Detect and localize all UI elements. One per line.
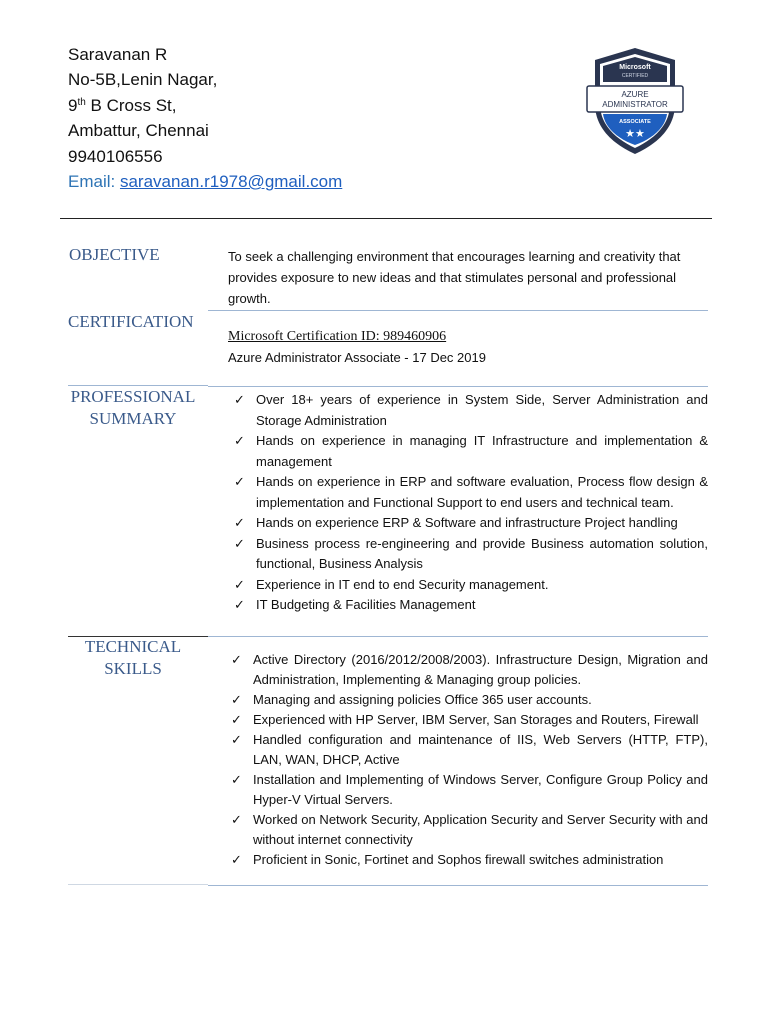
list-item: ✓ Managing and assigning policies Office 365 user accounts. xyxy=(253,690,708,710)
email-label: Email: xyxy=(68,172,120,191)
list-item: ✓ Experienced with HP Server, IBM Server, San Storages and Routers, Firewall xyxy=(253,710,708,730)
azure-administrator-badge xyxy=(585,46,685,156)
check-icon: ✓ xyxy=(234,433,245,448)
check-icon: ✓ xyxy=(234,515,245,530)
objective-title: OBJECTIVE xyxy=(69,245,160,264)
svg-text:ADMINISTRATOR: ADMINISTRATOR xyxy=(602,100,668,109)
certification-id: Microsoft Certification ID: 989460906 xyxy=(228,329,447,344)
list-item: ✓ Worked on Network Security, Application Security and Server Security with and without internet connectivity xyxy=(231,812,708,847)
list-item: ✓ Proficient in Sonic, Fortinet and Sophos firewall switches administration xyxy=(253,850,708,870)
certification-separator xyxy=(208,386,708,387)
list-item: ✓ IT Budgeting & Facilities Management xyxy=(256,595,708,616)
svg-text:ASSOCIATE: ASSOCIATE xyxy=(619,119,651,125)
check-icon: ✓ xyxy=(231,812,242,827)
header-divider xyxy=(60,218,712,219)
skills-list xyxy=(231,650,708,870)
list-item: ✓ Handled configuration and maintenance of IIS, Web Servers (HTTP, FTP), LAN, WAN, DHCP, Active xyxy=(231,732,708,767)
candidate-name: Saravanan R xyxy=(68,45,168,64)
email-link[interactable]: saravanan.r1978@gmail.com xyxy=(119,172,343,191)
objective-text: To seek a challenging environment that encourages learning and creativity that provides exposure to new ideas and that stimulates personal and professional growth. xyxy=(228,249,681,306)
svg-text:Microsoft: Microsoft xyxy=(619,64,651,71)
check-icon: ✓ xyxy=(234,535,245,551)
check-icon: ✓ xyxy=(234,576,245,592)
svg-text:★★: ★★ xyxy=(625,127,645,140)
list-item: ✓ Experience in IT end to end Security management. xyxy=(256,575,708,596)
list-item: ✓ Over 18+ years of experience in System Side, Server Administration and Storage Administration xyxy=(234,392,708,428)
check-icon: ✓ xyxy=(234,392,245,407)
check-icon: ✓ xyxy=(231,852,242,867)
skills-separator xyxy=(208,885,708,886)
svg-text:CERTIFIED: CERTIFIED xyxy=(621,73,649,79)
check-icon: ✓ xyxy=(231,712,242,727)
check-icon: ✓ xyxy=(234,474,245,489)
address-line-1: No-5B,Lenin Nagar, xyxy=(68,70,218,89)
svg-text:AZURE: AZURE xyxy=(621,90,649,99)
skills-title: TECHNICAL SKILLS xyxy=(84,637,182,678)
certification-title: CERTIFICATION xyxy=(68,312,194,331)
check-icon: ✓ xyxy=(231,692,242,707)
skills-separator-left xyxy=(68,884,208,885)
check-icon: ✓ xyxy=(231,732,242,747)
list-item: ✓ Business process re-engineering and provide Business automation solution, functional, Business Analysis xyxy=(234,535,708,571)
check-icon: ✓ xyxy=(234,597,245,612)
summary-title: PROFESSIONAL SUMMARY xyxy=(70,387,196,428)
objective-separator xyxy=(208,310,708,311)
list-item: ✓ Hands on experience in managing IT Infrastructure and implementation & management xyxy=(234,433,708,469)
summary-separator xyxy=(208,636,708,637)
list-item: ✓ Installation and Implementing of Windows Server, Configure Group Policy and Hyper-V Virtual Servers. xyxy=(231,772,708,807)
check-icon: ✓ xyxy=(231,772,242,787)
summary-list xyxy=(234,390,708,616)
check-icon: ✓ xyxy=(231,652,242,667)
list-item: ✓ Active Directory (2016/2012/2008/2003). Infrastructure Design, Migration and Administration, Implementing & Managing group policies. xyxy=(231,652,708,687)
address-line-2: 9th B Cross St, xyxy=(68,96,177,115)
certification-detail: Azure Administrator Associate - 17 Dec 2019 xyxy=(228,350,486,365)
address-line-3: Ambattur, Chennai xyxy=(68,121,209,140)
email-line xyxy=(68,169,342,194)
phone-number: 9940106556 xyxy=(68,147,163,166)
list-item: ✓ Hands on experience in ERP and software evaluation, Process flow design & implementation and Functional Support to end users and technical team. xyxy=(234,474,708,510)
list-item: ✓ Hands on experience ERP & Software and infrastructure Project handling xyxy=(256,513,708,534)
